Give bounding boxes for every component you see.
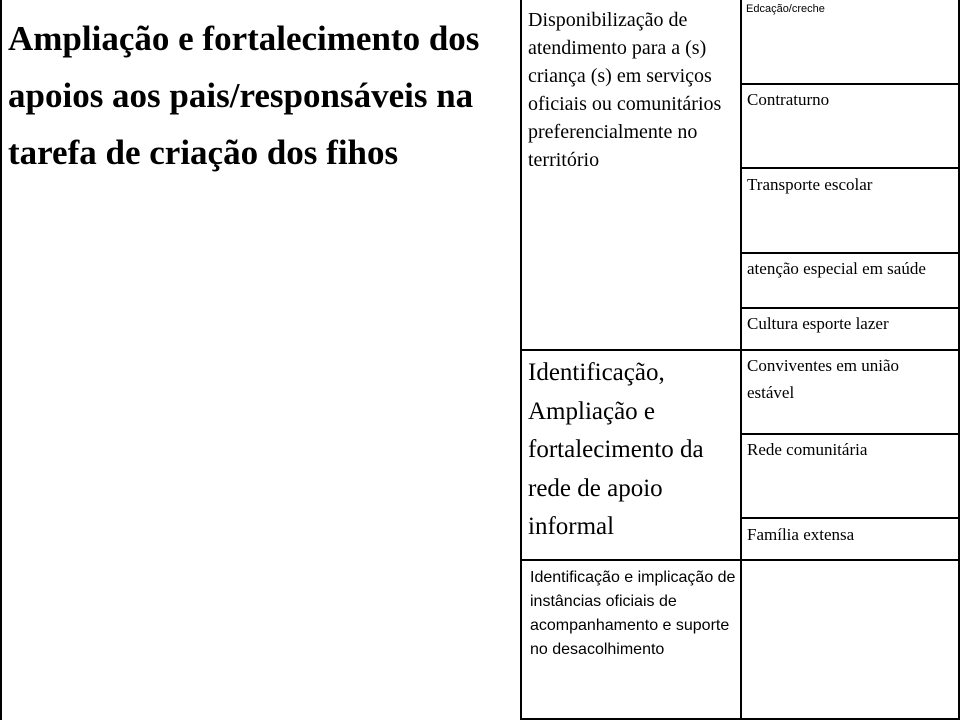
column-divider-1 (520, 0, 522, 720)
row-divider-contraturno (740, 83, 960, 85)
row-divider-familia (740, 517, 960, 519)
table-border-left (0, 0, 2, 720)
item-edcacao-creche: Edcação/creche (746, 3, 825, 15)
item-rede-comunitaria: Rede comunitária (747, 440, 868, 459)
column-divider-2 (740, 0, 742, 720)
row-divider-saude (740, 252, 960, 254)
group-divider-2 (520, 559, 960, 561)
main-section-title: Ampliação e fortalecimento dos apoios aos pais/responsáveis na tarefa de criação dos fihos (8, 19, 480, 172)
row-divider-cultura (740, 307, 960, 309)
group-heading-disponibilizacao: Disponibilização de atendimento para a (s) criança (s) em serviços oficiais ou comunitários preferencialmente no território (528, 9, 722, 171)
group-divider-1 (520, 349, 960, 351)
row-divider-rede (740, 433, 960, 435)
item-atencao-saude: atenção especial em saúde (747, 259, 926, 278)
row-divider-transporte (740, 167, 960, 169)
item-conviventes-uniao-estavel: Conviventes em união estável (747, 356, 900, 402)
group-heading-instancias-oficiais: Identificação e implicação de instâncias oficiais de acompanhamento e suporte no desacolhimento (530, 569, 736, 658)
group-heading-rede-apoio: Identificação, Ampliação e fortalecimento da rede de apoio informal (528, 359, 704, 540)
item-familia-extensa: Família extensa (747, 525, 855, 544)
item-transporte-escolar: Transporte escolar (747, 175, 873, 194)
item-cultura-esporte-lazer: Cultura esporte lazer (747, 314, 889, 333)
item-contraturno: Contraturno (747, 90, 830, 109)
